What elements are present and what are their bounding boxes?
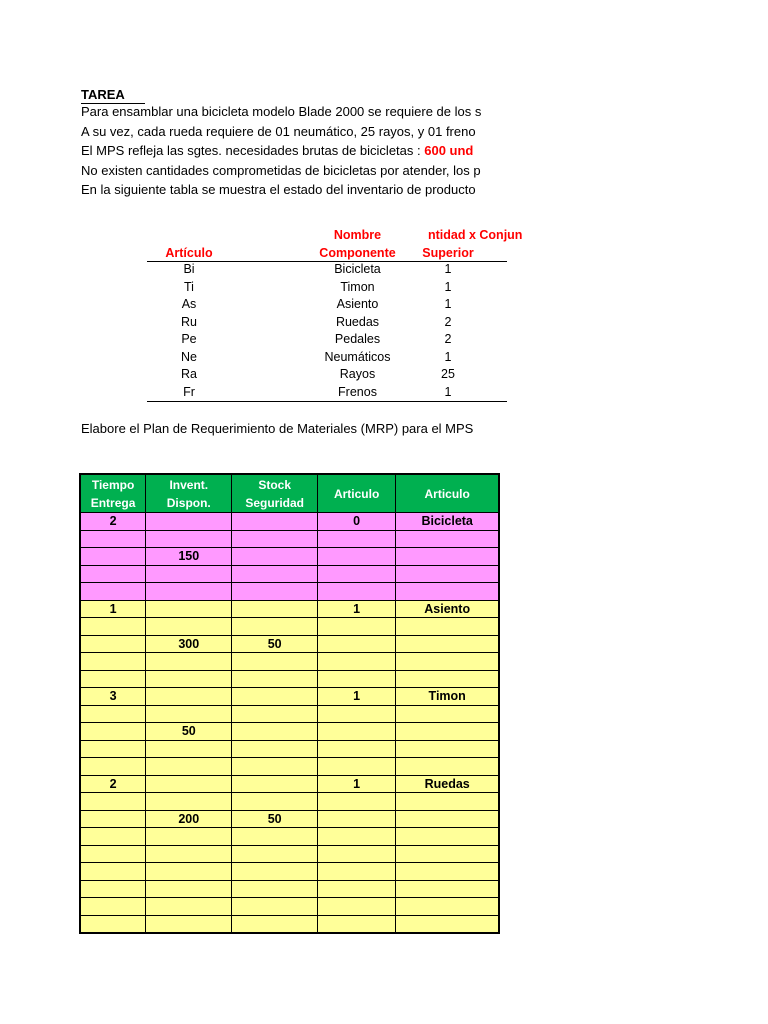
component-qty: 2 [444, 314, 452, 329]
cell[interactable] [80, 898, 146, 916]
cell[interactable] [146, 565, 232, 583]
col-header-cantidad-1: ntidad x Conjun [428, 228, 523, 242]
cell[interactable] [317, 915, 395, 933]
cell[interactable] [232, 513, 318, 531]
component-name: Ruedas [335, 314, 380, 329]
cell[interactable] [396, 863, 499, 881]
cell[interactable] [396, 530, 499, 548]
component-name: Neumáticos [324, 349, 391, 364]
cell[interactable] [232, 705, 318, 723]
cell[interactable] [396, 548, 499, 566]
cell[interactable] [232, 583, 318, 601]
task-title: TAREA [81, 87, 125, 102]
mrp-row [80, 880, 499, 898]
component-name: Asiento [336, 297, 379, 311]
cell[interactable] [232, 793, 318, 811]
cell[interactable] [146, 688, 232, 706]
component-qty: 1 [444, 349, 452, 364]
component-qty: 1 [444, 262, 452, 276]
cell[interactable] [396, 845, 499, 863]
component-row [0, 297, 500, 315]
mrp-row [80, 810, 499, 828]
cell[interactable] [396, 583, 499, 601]
cell[interactable] [396, 670, 499, 688]
cell[interactable] [232, 530, 318, 548]
cell[interactable] [396, 618, 499, 636]
component-code: Ra [181, 367, 197, 381]
safety-stock-cell[interactable]: 50 [232, 635, 318, 653]
component-row [0, 367, 500, 385]
header-articulo-name: Articulo [396, 474, 499, 513]
cell[interactable] [146, 915, 232, 933]
mrp-header-row [80, 474, 499, 513]
cell[interactable] [396, 723, 499, 741]
component-code: Bi [183, 262, 195, 276]
cell[interactable] [317, 548, 395, 566]
header-articulo-level: Articulo [317, 474, 395, 513]
mrp-row [80, 530, 499, 548]
cell[interactable] [146, 600, 232, 618]
header-entrega-label: Entrega [90, 495, 136, 510]
mrp-row [80, 845, 499, 863]
mrp-row [80, 863, 499, 881]
component-name: Rayos [339, 367, 376, 381]
cell[interactable] [317, 635, 395, 653]
mrp-row [80, 600, 499, 618]
inventory-cell[interactable]: 50 [146, 723, 232, 741]
header-invent-dispon [146, 474, 232, 513]
task-line-1: Para ensamblar una bicicleta modelo Blade 2000 se requiere de los s [81, 104, 482, 119]
item-name-cell[interactable]: Timon [396, 688, 499, 706]
cell[interactable] [146, 863, 232, 881]
cell[interactable] [146, 845, 232, 863]
task-line-2: A su vez, cada rueda requiere de 01 neumático, 25 rayos, y 01 freno [81, 124, 476, 139]
item-name-cell[interactable]: Bicicleta [396, 513, 499, 531]
component-row [0, 385, 500, 403]
cell[interactable] [146, 740, 232, 758]
component-name: Timon [340, 279, 375, 294]
instruction-text: Elabore el Plan de Requerimiento de Materiales (MRP) para el MPS [81, 421, 474, 436]
cell[interactable] [232, 670, 318, 688]
lead-time-cell[interactable]: 2 [80, 775, 146, 793]
item-name-cell[interactable]: Ruedas [396, 775, 499, 793]
component-code: Fr [183, 384, 195, 399]
cell[interactable] [146, 775, 232, 793]
col-header-nombre-1: Nombre [333, 228, 382, 242]
cell[interactable] [146, 530, 232, 548]
cell[interactable] [80, 565, 146, 583]
cell[interactable] [232, 828, 318, 846]
cell[interactable] [396, 828, 499, 846]
cell[interactable] [80, 705, 146, 723]
header-seguridad-label: Seguridad [245, 495, 305, 510]
cell[interactable] [232, 688, 318, 706]
mrp-row [80, 565, 499, 583]
inventory-cell[interactable]: 200 [146, 810, 232, 828]
cell[interactable] [317, 740, 395, 758]
safety-stock-cell[interactable]: 50 [232, 810, 318, 828]
cell[interactable] [80, 548, 146, 566]
mrp-row [80, 898, 499, 916]
cell[interactable] [396, 810, 499, 828]
cell[interactable] [317, 845, 395, 863]
mrp-row [80, 705, 499, 723]
cell[interactable] [317, 670, 395, 688]
item-name-cell[interactable]: Asiento [396, 600, 499, 618]
mrp-row [80, 775, 499, 793]
cell[interactable] [232, 915, 318, 933]
safety-stock-cell[interactable] [232, 548, 318, 566]
task-line-3 [81, 143, 473, 158]
cell[interactable] [317, 793, 395, 811]
cell[interactable] [80, 915, 146, 933]
cell[interactable] [146, 583, 232, 601]
component-qty: 2 [444, 332, 452, 346]
lead-time-cell[interactable]: 2 [80, 513, 146, 531]
cell[interactable] [80, 810, 146, 828]
component-name: Bicicleta [334, 262, 381, 276]
cell[interactable] [80, 758, 146, 776]
cell[interactable] [80, 793, 146, 811]
inventory-cell[interactable]: 300 [146, 635, 232, 653]
component-row [0, 350, 500, 368]
cell[interactable] [232, 898, 318, 916]
mrp-row [80, 618, 499, 636]
cell[interactable] [146, 513, 232, 531]
col-header-cantidad-2: Superior [422, 246, 474, 260]
mrp-row [80, 513, 499, 531]
cell[interactable] [232, 845, 318, 863]
component-code: Ti [184, 279, 194, 294]
cell[interactable] [80, 880, 146, 898]
cell[interactable] [317, 530, 395, 548]
component-table-bottom-border [147, 401, 507, 402]
cell[interactable] [146, 898, 232, 916]
cell[interactable] [396, 705, 499, 723]
component-row [0, 332, 500, 350]
cell[interactable] [317, 583, 395, 601]
cell[interactable] [317, 723, 395, 741]
cell[interactable] [232, 600, 318, 618]
cell[interactable] [80, 583, 146, 601]
header-stock-seguridad [232, 474, 318, 513]
mrp-row [80, 688, 499, 706]
safety-stock-cell[interactable] [232, 723, 318, 741]
cell[interactable] [80, 635, 146, 653]
mrp-row [80, 915, 499, 933]
header-stock-label: Stock [258, 477, 292, 492]
mps-quantity: 600 und [424, 143, 474, 158]
cell[interactable] [146, 880, 232, 898]
header-invent-label: Invent. [169, 477, 209, 492]
component-code: As [181, 297, 197, 311]
lead-time-cell[interactable]: 1 [80, 600, 146, 618]
mrp-row [80, 758, 499, 776]
col-header-nombre-2: Componente [319, 246, 396, 260]
col-header-articulo: Artículo [165, 246, 213, 260]
mrp-table [79, 473, 500, 934]
component-row [0, 280, 500, 298]
component-qty: 1 [444, 297, 452, 311]
cell[interactable] [396, 880, 499, 898]
cell[interactable] [396, 635, 499, 653]
level-cell[interactable]: 1 [317, 600, 395, 618]
cell[interactable] [317, 828, 395, 846]
cell[interactable] [232, 863, 318, 881]
cell[interactable] [396, 898, 499, 916]
cell[interactable] [80, 723, 146, 741]
inventory-cell[interactable]: 150 [146, 548, 232, 566]
header-tiempo-entrega [80, 474, 146, 513]
component-qty: 1 [444, 279, 452, 294]
component-code: Ne [181, 349, 197, 364]
task-line-4: No existen cantidades comprometidas de bicicletas por atender, los p [81, 163, 481, 178]
level-cell[interactable]: 0 [317, 513, 395, 531]
cell[interactable] [317, 880, 395, 898]
cell[interactable] [317, 863, 395, 881]
cell[interactable] [232, 758, 318, 776]
cell[interactable] [80, 653, 146, 671]
cell[interactable] [317, 565, 395, 583]
cell[interactable] [396, 915, 499, 933]
cell[interactable] [146, 705, 232, 723]
cell[interactable] [80, 863, 146, 881]
cell[interactable] [146, 653, 232, 671]
cell[interactable] [232, 880, 318, 898]
cell[interactable] [396, 740, 499, 758]
mrp-row [80, 583, 499, 601]
cell[interactable] [317, 898, 395, 916]
cell[interactable] [80, 530, 146, 548]
component-row [0, 262, 500, 280]
cell[interactable] [396, 653, 499, 671]
cell[interactable] [232, 775, 318, 793]
component-code: Ru [181, 314, 197, 329]
cell[interactable] [317, 653, 395, 671]
level-cell[interactable]: 1 [317, 688, 395, 706]
component-row [0, 315, 500, 333]
cell[interactable] [146, 670, 232, 688]
header-tiempo-label: Tiempo [91, 477, 135, 492]
cell[interactable] [80, 740, 146, 758]
task-line-3-text: El MPS refleja las sgtes. necesidades brutas de bicicletas : [81, 143, 425, 158]
component-qty: 25 [441, 367, 455, 381]
cell[interactable] [396, 758, 499, 776]
cell[interactable] [80, 828, 146, 846]
cell[interactable] [317, 618, 395, 636]
mrp-row [80, 828, 499, 846]
cell[interactable] [80, 618, 146, 636]
lead-time-cell[interactable]: 3 [80, 688, 146, 706]
cell[interactable] [146, 828, 232, 846]
component-name: Pedales [334, 332, 381, 346]
mrp-row [80, 723, 499, 741]
component-qty: 1 [444, 384, 452, 399]
cell[interactable] [232, 565, 318, 583]
cell[interactable] [80, 845, 146, 863]
cell[interactable] [232, 653, 318, 671]
component-code: Pe [181, 332, 197, 346]
cell[interactable] [80, 670, 146, 688]
header-dispon-label: Dispon. [166, 495, 211, 510]
component-name: Frenos [338, 384, 377, 399]
cell[interactable] [317, 705, 395, 723]
cell[interactable] [396, 565, 499, 583]
cell[interactable] [146, 758, 232, 776]
cell[interactable] [232, 618, 318, 636]
cell[interactable] [146, 618, 232, 636]
mrp-row [80, 635, 499, 653]
cell[interactable] [317, 810, 395, 828]
level-cell[interactable]: 1 [317, 775, 395, 793]
mrp-row [80, 653, 499, 671]
mrp-row [80, 670, 499, 688]
cell[interactable] [232, 740, 318, 758]
cell[interactable] [146, 793, 232, 811]
mrp-row [80, 740, 499, 758]
cell[interactable] [317, 758, 395, 776]
mrp-row [80, 548, 499, 566]
task-line-5: En la siguiente tabla se muestra el estado del inventario de producto [81, 182, 476, 197]
cell[interactable] [396, 793, 499, 811]
mrp-row [80, 793, 499, 811]
